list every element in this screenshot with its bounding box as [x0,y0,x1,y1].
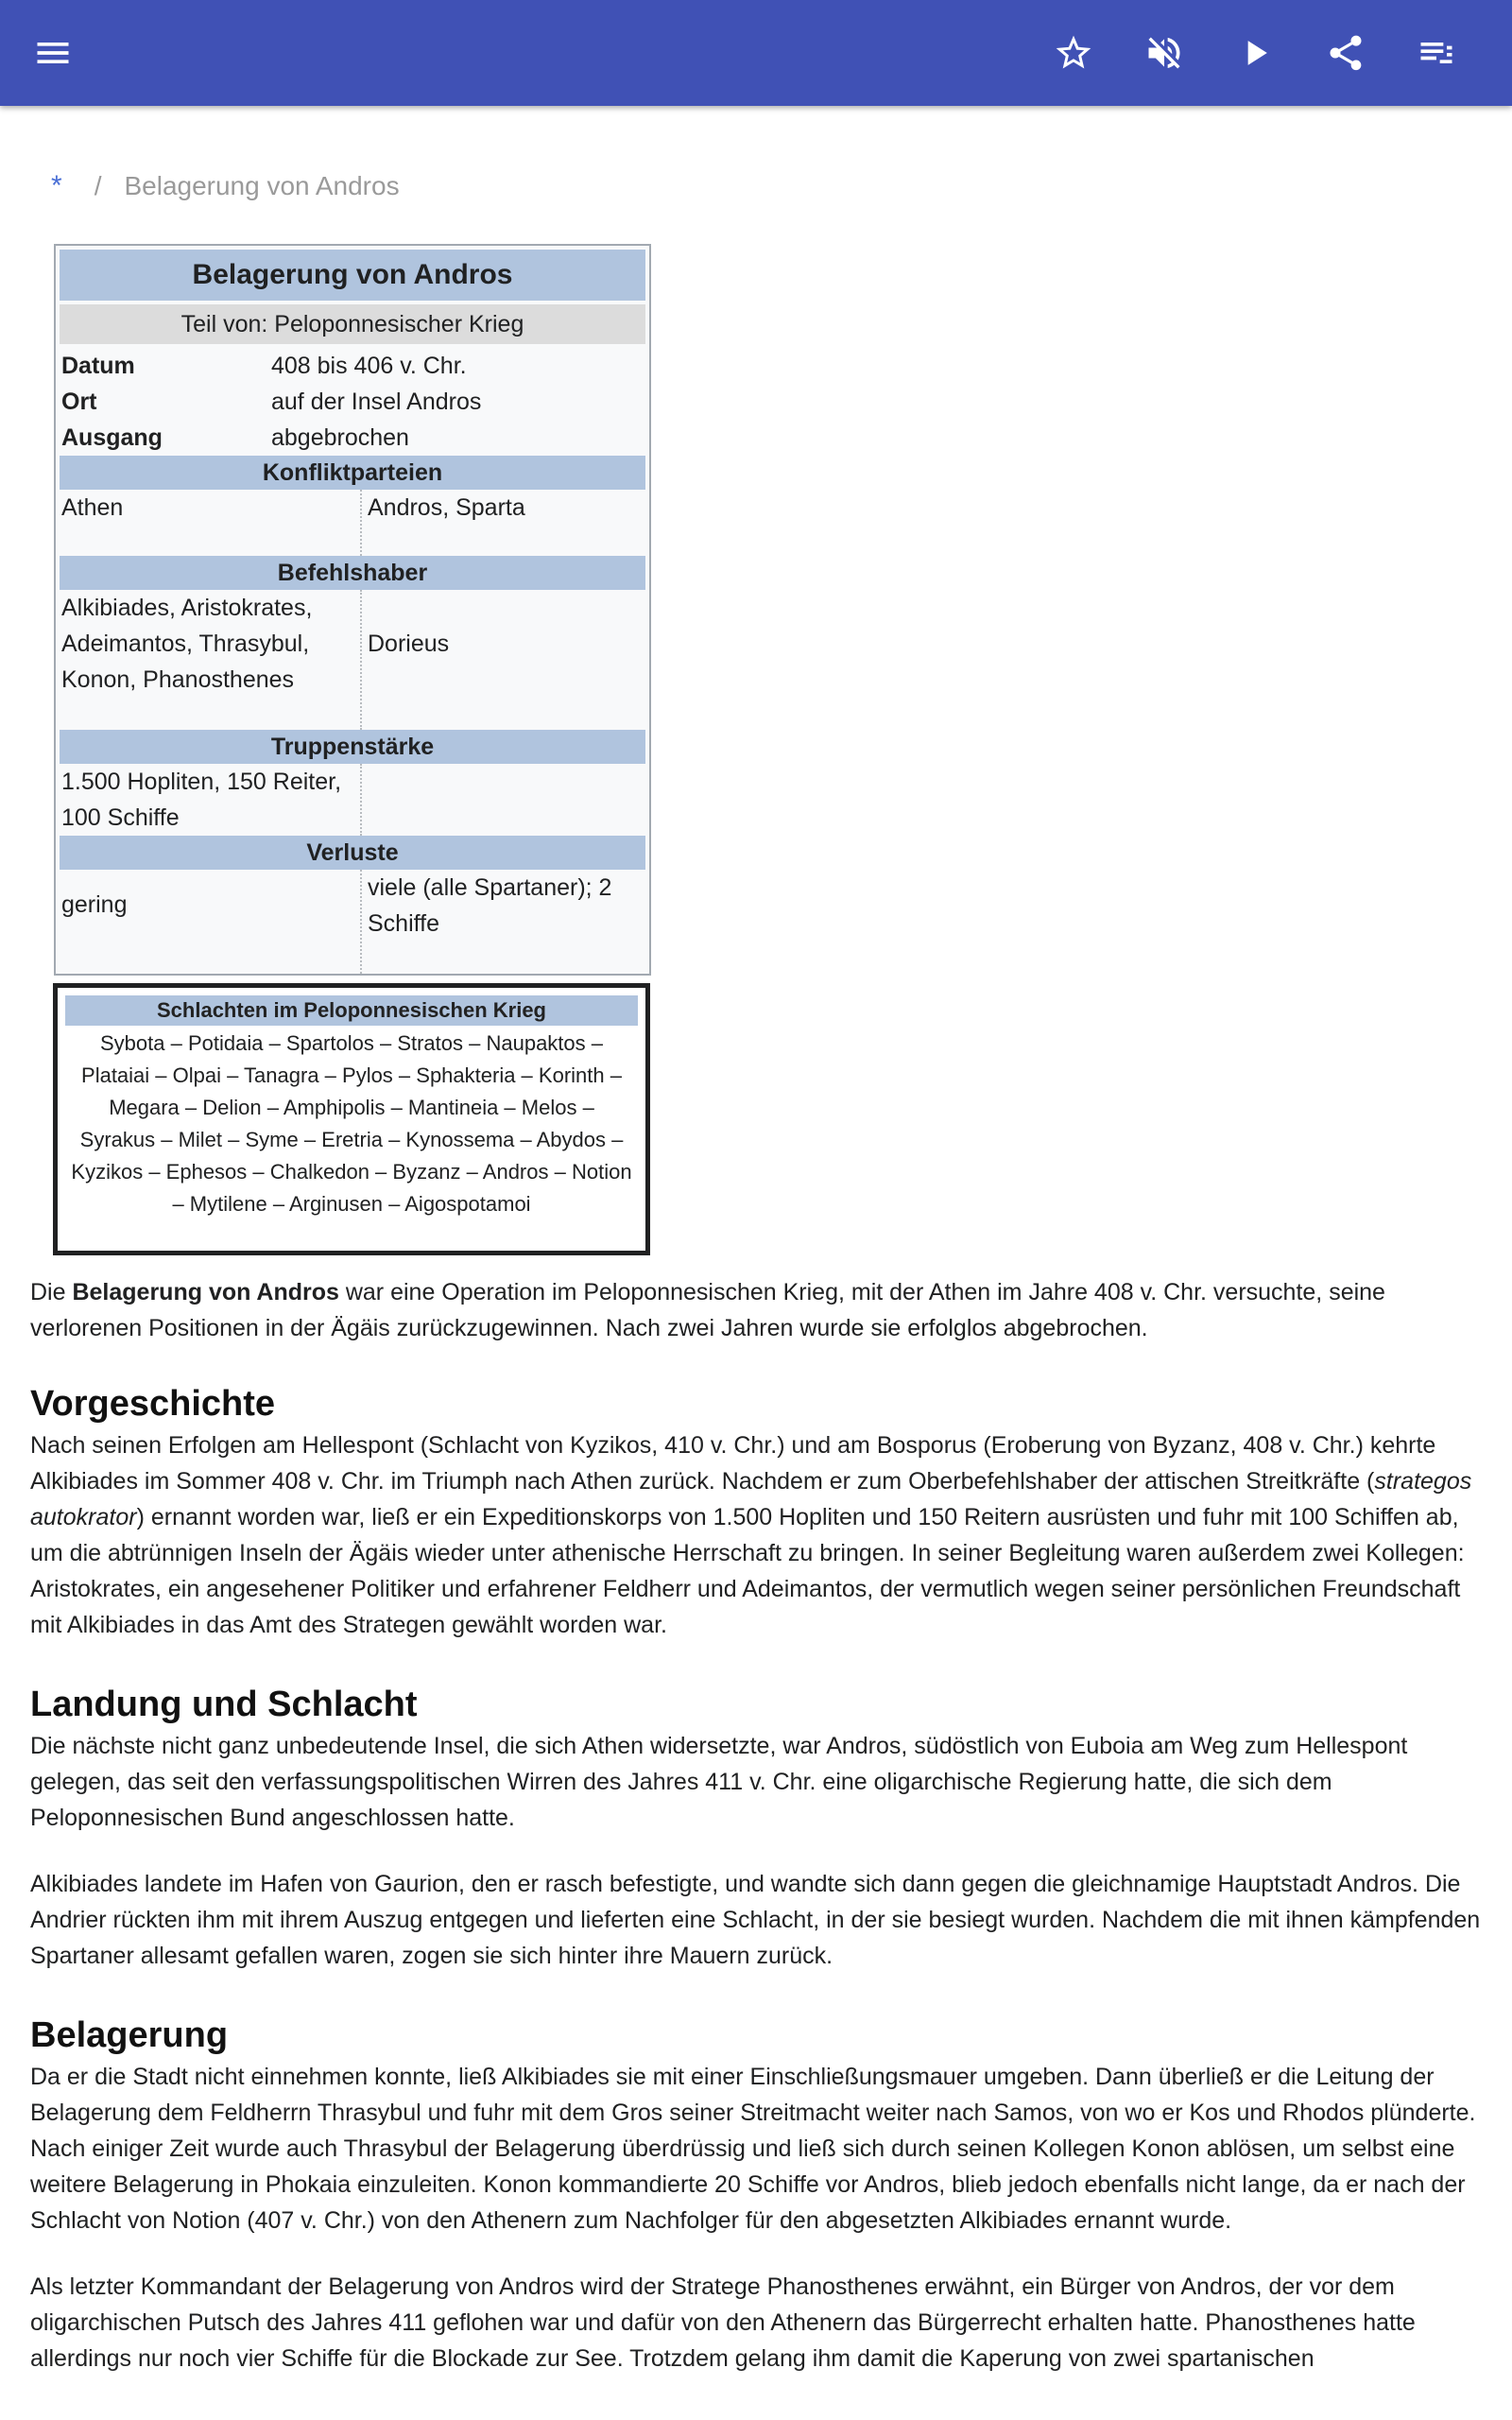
infobox-key: Datum [61,353,135,379]
infobox [54,244,651,976]
menu-icon[interactable] [26,26,79,79]
navbox-battle-list[interactable]: Sybota – Potidaia – Spartolos – Stratos – Naupaktos – Plataiai – Olpai – Tanagra – Pylos – Sphakteria – Korinth – Megara – Delion – Amphipolis – Mantineia – Melos – Syrakus – Milet – Syme – Eretria – Kynossema – Abydos – Kyzikos – Ephesos – Chalkedon – Byzanz – Andros – Notion – Mytilene – Arginusen – Aigospotamoi [71,1031,632,1216]
infobox-strength-left: 1.500 Hopliten, 150 Reiter, 100 Schiffe [60,764,362,836]
infobox-party-left[interactable]: Athen [60,490,362,556]
infobox-row-datum [60,348,645,384]
infobox-section-heading: Befehlshaber [60,556,645,590]
infobox-value[interactable]: 408 bis 406 v. Chr. [271,353,467,379]
infobox-commanders-left[interactable]: Alkibiades, Aristokrates, Adeimantos, Thrasybul, Konon, Phanosthenes [60,590,362,730]
share-icon[interactable] [1319,26,1372,79]
app-bar [0,0,1512,106]
section-vorgeschichte [30,1382,1482,1643]
section-paragraph [30,1427,1482,1643]
infobox-section-heading: Konfliktparteien [60,456,645,490]
volume-off-icon[interactable] [1138,26,1191,79]
infobox-party-right[interactable]: Andros, Sparta [368,494,525,521]
infobox-konfliktparteien [60,490,645,556]
article-intro [30,1274,1482,1346]
infobox-row-ort [60,384,645,420]
breadcrumb [51,170,400,202]
infobox-losses-right: viele (alle Spartaner); 2 Schiffe [368,874,612,937]
section-heading: Belagerung [30,2015,229,2055]
infobox-losses-left: gering [60,870,362,974]
infobox-verluste [60,870,645,974]
section-heading: Vorgeschichte [30,1384,276,1424]
section-paragraph: Als letzter Kommandant der Belagerung von Andros wird der Stratege Phanosthenes erwähnt, ein Bürger von Andros, der vor dem oligarchischen Putsch des Jahres 411 geflohen war und dafür von den Athenern das Bürgerrecht erhalten hatte. Phanosthenes hatte allerdings nur noch vier Schiffe für die Blockade zur See. Trotzdem gelang ihm damit die Kaperung von zwei spartanischen [30,2273,1416,2372]
paragraph-text: Nach seinen Erfolgen am Hellespont (Schlacht von Kyzikos, 410 v. Chr.) und am Bosporus (Eroberung von Byzanz, 408 v. Chr.) kehrte Alkibiades im Sommer 408 v. Chr. im Triumph nach Athen zurück. Nachdem er zum Oberbefehlshaber der attischen Streitkräfte ( [30,1432,1436,1495]
play-icon[interactable] [1228,26,1281,79]
infobox-befehlshaber [60,590,645,730]
paragraph-text: ) ernannt worden war, ließ er ein Expeditionskorps von 1.500 Hopliten und 150 Reitern ausrüsten und fuhr mit 100 Schiffen ab, um die abtrünnigen Inseln der Ägäis wieder unter athenische Herrschaft zu bringen. In seiner Begleitung waren außerdem zwei Kollegen: Aristokrates, ein angesehener Politiker und erfahrener Feldherr und Adeimantos, der vermutlich wegen seiner persönlichen Freundschaft mit Alkibiades in das Amt des Strategen gewählt worden war. [30,1504,1465,1638]
breadcrumb-home-link[interactable]: * [51,170,62,201]
breadcrumb-current: Belagerung von Andros [124,171,400,200]
section-heading: Landung und Schlacht [30,1685,418,1724]
infobox-commanders-right[interactable]: Dorieus [368,631,450,657]
infobox-value[interactable]: auf der Insel Andros [271,389,482,415]
paragraph-italic: strategos autokrator [30,1468,1472,1530]
infobox-section-heading: Truppenstärke [60,730,645,764]
star-icon[interactable] [1047,26,1100,79]
infobox-strength-right [362,764,645,836]
intro-paragraph [30,1274,1482,1346]
intro-prefix: Die [30,1279,73,1305]
playlist-icon[interactable] [1410,26,1463,79]
infobox-row-ausgang [60,420,645,456]
infobox-value: abgebrochen [271,424,409,451]
navbox-battles [53,983,650,1255]
section-paragraph: Die nächste nicht ganz unbedeutende Insel, die sich Athen widersetzte, war Andros, südöstlich von Euboia am Weg zum Hellespont gelegen, das seit den verfassungspolitischen Wirren des Jahres 411 v. Chr. eine oligarchische Regierung hatte, die sich dem Peloponnesischen Bund angeschlossen hatte. [30,1733,1408,1831]
infobox-section-heading: Verluste [60,836,645,870]
infobox-truppenstaerke [60,764,645,836]
section-belagerung [30,2014,1482,2377]
infobox-key: Ausgang [61,424,163,451]
section-paragraph: Da er die Stadt nicht einnehmen konnte, ließ Alkibiades sie mit einer Einschließungsmauer umgeben. Dann überließ er die Leitung der Belagerung dem Feldherrn Thrasybul und fuhr mit dem Gros seiner Streitmacht weiter nach Samos, von wo er Kos und Rhodos plünderte. Nach einiger Zeit wurde auch Thrasybul der Belagerung überdrüssig und ließ sich durch seinen Kollegen Konon ablösen, um selbst eine weitere Belagerung in Phokaia einzuleiten. Konon kommandierte 20 Schiffe vor Andros, blieb jedoch ebenfalls nicht lange, da er nach der Schlacht von Notion (407 v. Chr.) von den Athenern zum Nachfolger für den abgesetzten Alkibiades ernannt wurde. [30,2064,1476,2234]
infobox-key: Ort [61,389,97,415]
infobox-subtitle[interactable]: Teil von: Peloponnesischer Krieg [60,304,645,344]
intro-bold-term: Belagerung von Andros [72,1279,339,1305]
section-landung [30,1683,1482,1974]
section-paragraph: Alkibiades landete im Hafen von Gaurion, den er rasch befestigte, und wandte sich dann gegen die gleichnamige Hauptstadt Andros. Die Andrier rückten ihm mit ihrem Auszug entgegen und lieferten eine Schlacht, in der sie besiegt wurden. Nachdem die mit ihnen kämpfenden Spartaner allesamt gefallen waren, zogen sie sich hinter ihre Mauern zurück. [30,1871,1481,1969]
navbox-heading[interactable]: Schlachten im Peloponnesischen Krieg [65,995,638,1026]
intro-rest: war eine Operation im Peloponnesischen Krieg, mit der Athen im Jahre 408 v. Chr. versuchte, seine verlorenen Positionen in der Ägäis zurückzugewinnen. Nach zwei Jahren wurde sie erfolglos abgebrochen. [30,1279,1385,1341]
breadcrumb-separator: / [94,171,102,200]
infobox-title: Belagerung von Andros [60,250,645,301]
